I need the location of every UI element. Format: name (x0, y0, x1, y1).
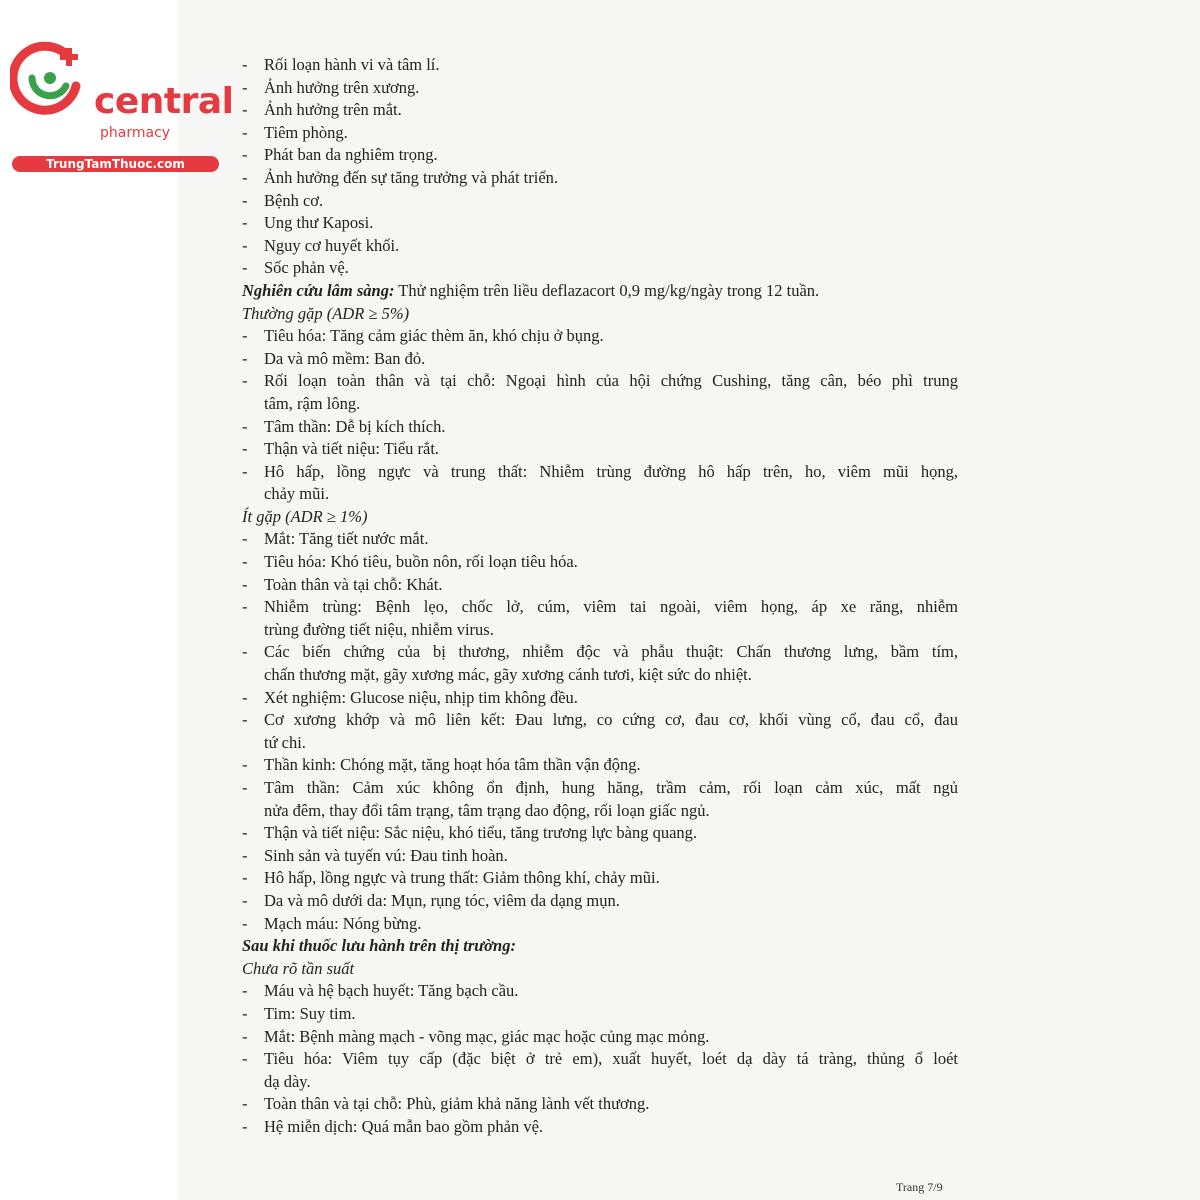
list-item-continuation: tứ chi. (264, 732, 306, 752)
list-item: - Thận và tiết niệu: Tiểu rắt. (242, 439, 440, 459)
list-item: - Da và mô dưới da: Mụn, rụng tóc, viêm da dạng mụn. (242, 890, 620, 910)
document-content (242, 54, 958, 1139)
clinical-study-label: Nghiên cứu lâm sàng: (242, 280, 395, 300)
logo-site-badge[interactable]: TrungTamThuoc.com (12, 156, 219, 172)
uncommon-heading: Ít gặp (ADR ≥ 1%) (242, 506, 368, 526)
list-item: - Tiêu hóa: Viêm tụy cấp (đặc biệt ở trẻ em), xuất huyết, loét dạ dày tá tràng, thủng ổ loét (242, 1049, 958, 1069)
list-item-continuation: trùng đường tiết niệu, nhiễm virus. (264, 619, 494, 639)
logo-mark-icon (10, 38, 90, 118)
list-item: - Thận và tiết niệu: Sắc niệu, khó tiểu, tăng trương lực bàng quang. (242, 823, 698, 843)
list-item: - Mạch máu: Nóng bừng. (242, 913, 422, 933)
list-item: - Cơ xương khớp và mô liên kết: Đau lưng, co cứng cơ, đau cơ, khối vùng cổ, đau cổ, đau (242, 710, 958, 730)
list-item: - Nguy cơ huyết khối. (242, 235, 400, 255)
list-item: - Phát ban da nghiêm trọng. (242, 145, 438, 165)
list-item: - Tiêu hóa: Khó tiêu, buồn nôn, rối loạn tiêu hóa. (242, 552, 578, 572)
list-item: - Tâm thần: Cảm xúc không ổn định, hung hăng, trầm cảm, rối loạn cảm xúc, mất ngủ (242, 778, 958, 797)
list-item: - Hô hấp, lồng ngực và trung thất: Giảm thông khí, chảy mũi. (242, 868, 660, 888)
list-item: - Các biến chứng của bị thương, nhiễm độc và phẫu thuật: Chấn thương lưng, bầm tím, (242, 642, 958, 662)
list-item: - Ung thư Kaposi. (242, 213, 374, 233)
logo-brand: central (94, 81, 234, 122)
list-item: - Mắt: Bệnh màng mạch - võng mạc, giác mạc hoặc củng mạc mỏng. (242, 1026, 710, 1046)
list-item: - Ảnh hưởng đến sự tăng trưởng và phát triển. (242, 167, 559, 187)
clinical-study-line (242, 280, 958, 303)
list-item-continuation: chảy mũi. (264, 484, 330, 504)
common-heading: Thường gặp (ADR ≥ 5%) (242, 303, 410, 323)
list-item: - Tiêu hóa: Tăng cảm giác thèm ăn, khó chịu ở bụng. (242, 326, 604, 346)
list-item: - Sốc phản vệ. (242, 258, 349, 278)
clinical-study-text: Thử nghiệm trên liều deflazacort 0,9 mg/kg/ngày trong 12 tuần. (394, 280, 820, 300)
list-item-continuation: tâm, rậm lông. (264, 393, 361, 413)
list-item: - Nhiễm trùng: Bệnh lẹo, chốc lở, cúm, viêm tai ngoài, viêm họng, áp xe răng, nhiễm (242, 597, 958, 617)
post-market-heading: Sau khi thuốc lưu hành trên thị trường: (242, 936, 516, 956)
list-item: - Tim: Suy tim. (242, 1003, 356, 1023)
list-item: - Máu và hệ bạch huyết: Tăng bạch cầu. (242, 981, 519, 1001)
list-item: - Ảnh hưởng trên xương. (242, 77, 420, 97)
list-item: - Xét nghiệm: Glucose niệu, nhịp tim không đều. (242, 687, 578, 707)
list-item: - Tiêm phòng. (242, 122, 348, 142)
page-number: Trang 7/9 (896, 1180, 943, 1194)
list-item: - Da và mô mềm: Ban đỏ. (242, 348, 426, 368)
list-item-continuation: nửa đêm, thay đổi tâm trạng, tâm trạng dao động, rối loạn giấc ngủ. (264, 800, 710, 820)
list-item: - Tâm thần: Dễ bị kích thích. (242, 416, 446, 436)
list-item: - Ảnh hưởng trên mắt. (242, 100, 402, 120)
list-item: - Rối loạn hành vi và tâm lí. (242, 55, 440, 74)
list-item: - Sinh sản và tuyến vú: Đau tinh hoàn. (242, 845, 508, 865)
list-item: - Hệ miễn dịch: Quá mẫn bao gồm phản vệ. (242, 1116, 544, 1136)
logo-sub: pharmacy (100, 125, 171, 141)
list-item: - Toàn thân và tại chỗ: Khát. (242, 574, 443, 594)
list-item: - Toàn thân và tại chỗ: Phù, giảm khả năng lành vết thương. (242, 1094, 650, 1114)
list-item: - Bệnh cơ. (242, 190, 324, 210)
list-item: - Mắt: Tăng tiết nước mắt. (242, 529, 429, 549)
post-market-subheading: Chưa rõ tần suất (242, 958, 355, 978)
list-item: - Hô hấp, lồng ngực và trung thất: Nhiễm trùng đường hô hấp trên, ho, viêm mũi họng, (242, 461, 958, 481)
list-item-continuation: dạ dày. (264, 1071, 311, 1091)
list-item: - Thần kinh: Chóng mặt, tăng hoạt hóa tâm thần vận động. (242, 755, 641, 775)
list-item-continuation: chấn thương mặt, gãy xương mác, gãy xương cánh tươi, kiệt sức do nhiệt. (264, 665, 752, 685)
central-pharmacy-logo[interactable] (10, 38, 234, 171)
list-item: - Rối loạn toàn thân và tại chỗ: Ngoại hình của hội chứng Cushing, tăng cân, béo phì trung (242, 371, 958, 391)
